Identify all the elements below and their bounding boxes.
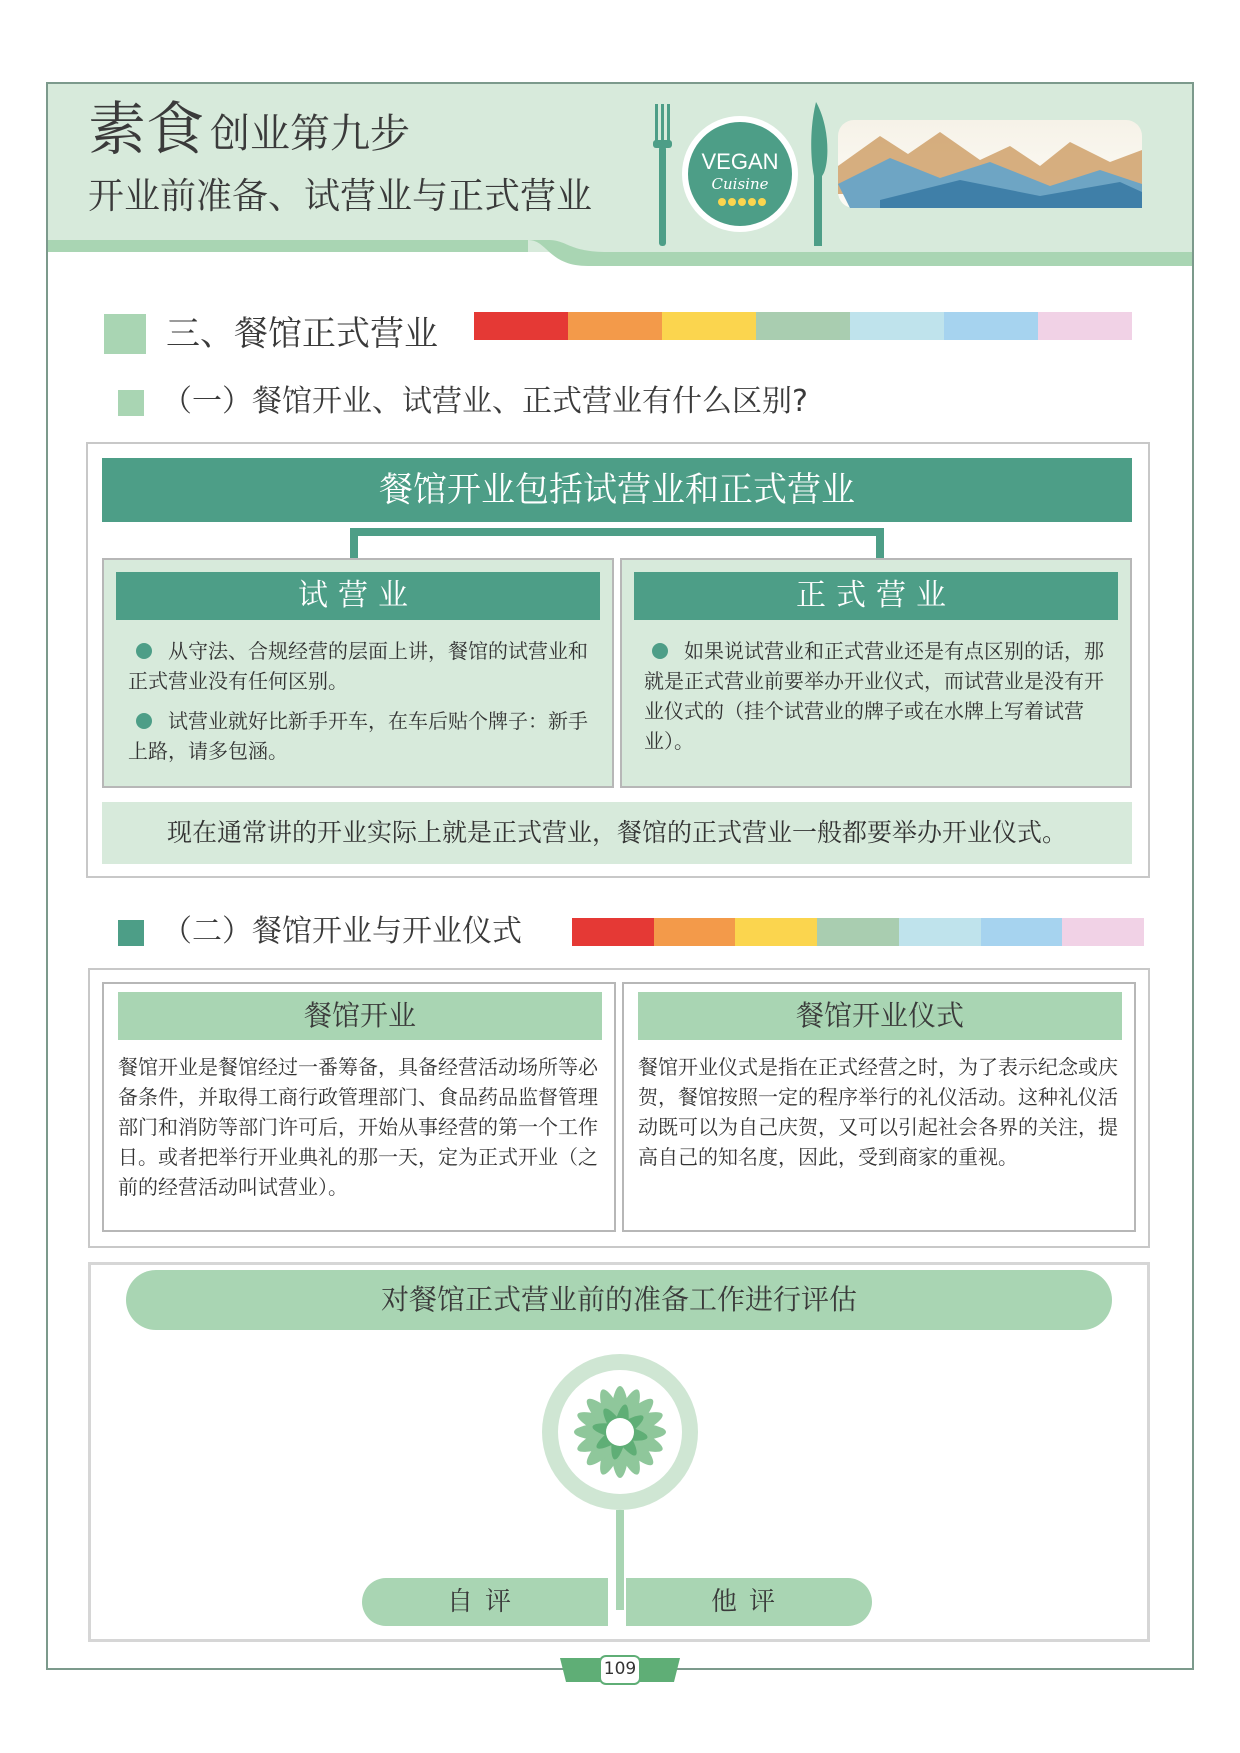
stem-line bbox=[616, 1510, 624, 1610]
opening-text: 餐馆开业是餐馆经过一番筹备，具备经营活动场所等必备条件，并取得工商行政管理部门、食品药品监督管理部门和消防等部门许可后，开始从事经营的第一个工作日。或者把举行开业典礼的那一天，定为正式开业（之前的经营活动叫试营业）。 bbox=[118, 1055, 598, 1199]
title-main: 素食 bbox=[88, 95, 205, 163]
comparison-banner: 餐馆开业包括试营业和正式营业 bbox=[102, 458, 1132, 522]
peer-evaluation-label: 他评 bbox=[626, 1578, 872, 1626]
color-block bbox=[568, 312, 662, 340]
formal-point bbox=[644, 636, 1120, 756]
landscape-image bbox=[838, 120, 1142, 208]
self-evaluation-label: 自评 bbox=[362, 1578, 608, 1626]
subsection-marker bbox=[118, 390, 144, 416]
color-block bbox=[572, 918, 654, 946]
color-block bbox=[735, 918, 817, 946]
evaluation-title: 对餐馆正式营业前的准备工作进行评估 bbox=[126, 1270, 1112, 1330]
section-title: 三、餐馆正式营业 bbox=[166, 314, 438, 354]
color-strip bbox=[572, 918, 1144, 946]
color-block bbox=[944, 312, 1038, 340]
knife-icon bbox=[811, 102, 827, 246]
color-block bbox=[817, 918, 899, 946]
color-block bbox=[474, 312, 568, 340]
vegan-logo bbox=[640, 96, 1160, 256]
color-block bbox=[662, 312, 756, 340]
color-block bbox=[1038, 312, 1132, 340]
logo-text-vegan: VEGAN bbox=[701, 149, 779, 174]
subsection-title-1: （一）餐馆开业、试营业、正式营业有什么区别? bbox=[162, 384, 808, 419]
trial-point bbox=[128, 636, 598, 696]
bullet-icon bbox=[136, 643, 152, 659]
color-strip bbox=[474, 312, 1132, 340]
trial-point-text: 试营业就好比新手开车，在车后贴个牌子：新手上路，请多包涵。 bbox=[128, 709, 588, 763]
subsection-marker bbox=[118, 920, 144, 946]
comparison-footer: 现在通常讲的开业实际上就是正式营业，餐馆的正式营业一般都要举办开业仪式。 bbox=[102, 802, 1132, 864]
bullet-icon bbox=[136, 713, 152, 729]
color-block bbox=[899, 918, 981, 946]
ceremony-heading: 餐馆开业仪式 bbox=[638, 992, 1122, 1040]
page-subtitle: 开业前准备、试营业与正式营业 bbox=[88, 176, 593, 217]
formal-point-text: 如果说试营业和正式营业还是有点区别的话，那就是正式营业前要举办开业仪式，而试营业是没有开业仪式的（挂个试营业的牌子或在水牌上写着试营业）。 bbox=[644, 639, 1104, 753]
fork-icon bbox=[653, 104, 672, 246]
formal-heading: 正式营业 bbox=[634, 572, 1118, 620]
color-block bbox=[981, 918, 1063, 946]
color-block bbox=[850, 312, 944, 340]
trial-heading: 试营业 bbox=[116, 572, 600, 620]
subsection-title-2: （二）餐馆开业与开业仪式 bbox=[162, 914, 522, 949]
opening-heading: 餐馆开业 bbox=[118, 992, 602, 1040]
logo-text-cuisine: Cuisine bbox=[711, 175, 769, 193]
ceremony-text: 餐馆开业仪式是指在正式经营之时，为了表示纪念或庆贺，餐馆按照一定的程序举行的礼仪活动。这种礼仪活动既可以为自己庆贺，又可以引起社会各界的关注，提高自己的知名度，因此，受到商家的重视。 bbox=[638, 1055, 1118, 1169]
trial-point-text: 从守法、合规经营的层面上讲，餐馆的试营业和正式营业没有任何区别。 bbox=[128, 639, 588, 693]
color-block bbox=[1062, 918, 1144, 946]
color-block bbox=[654, 918, 736, 946]
flower-diagram bbox=[480, 1340, 760, 1610]
trial-point bbox=[128, 706, 598, 766]
title-rest: 创业第九步 bbox=[210, 111, 410, 157]
bullet-icon bbox=[652, 643, 668, 659]
page-number: 109 bbox=[603, 1659, 637, 1679]
color-block bbox=[756, 312, 850, 340]
section-marker bbox=[104, 314, 146, 354]
